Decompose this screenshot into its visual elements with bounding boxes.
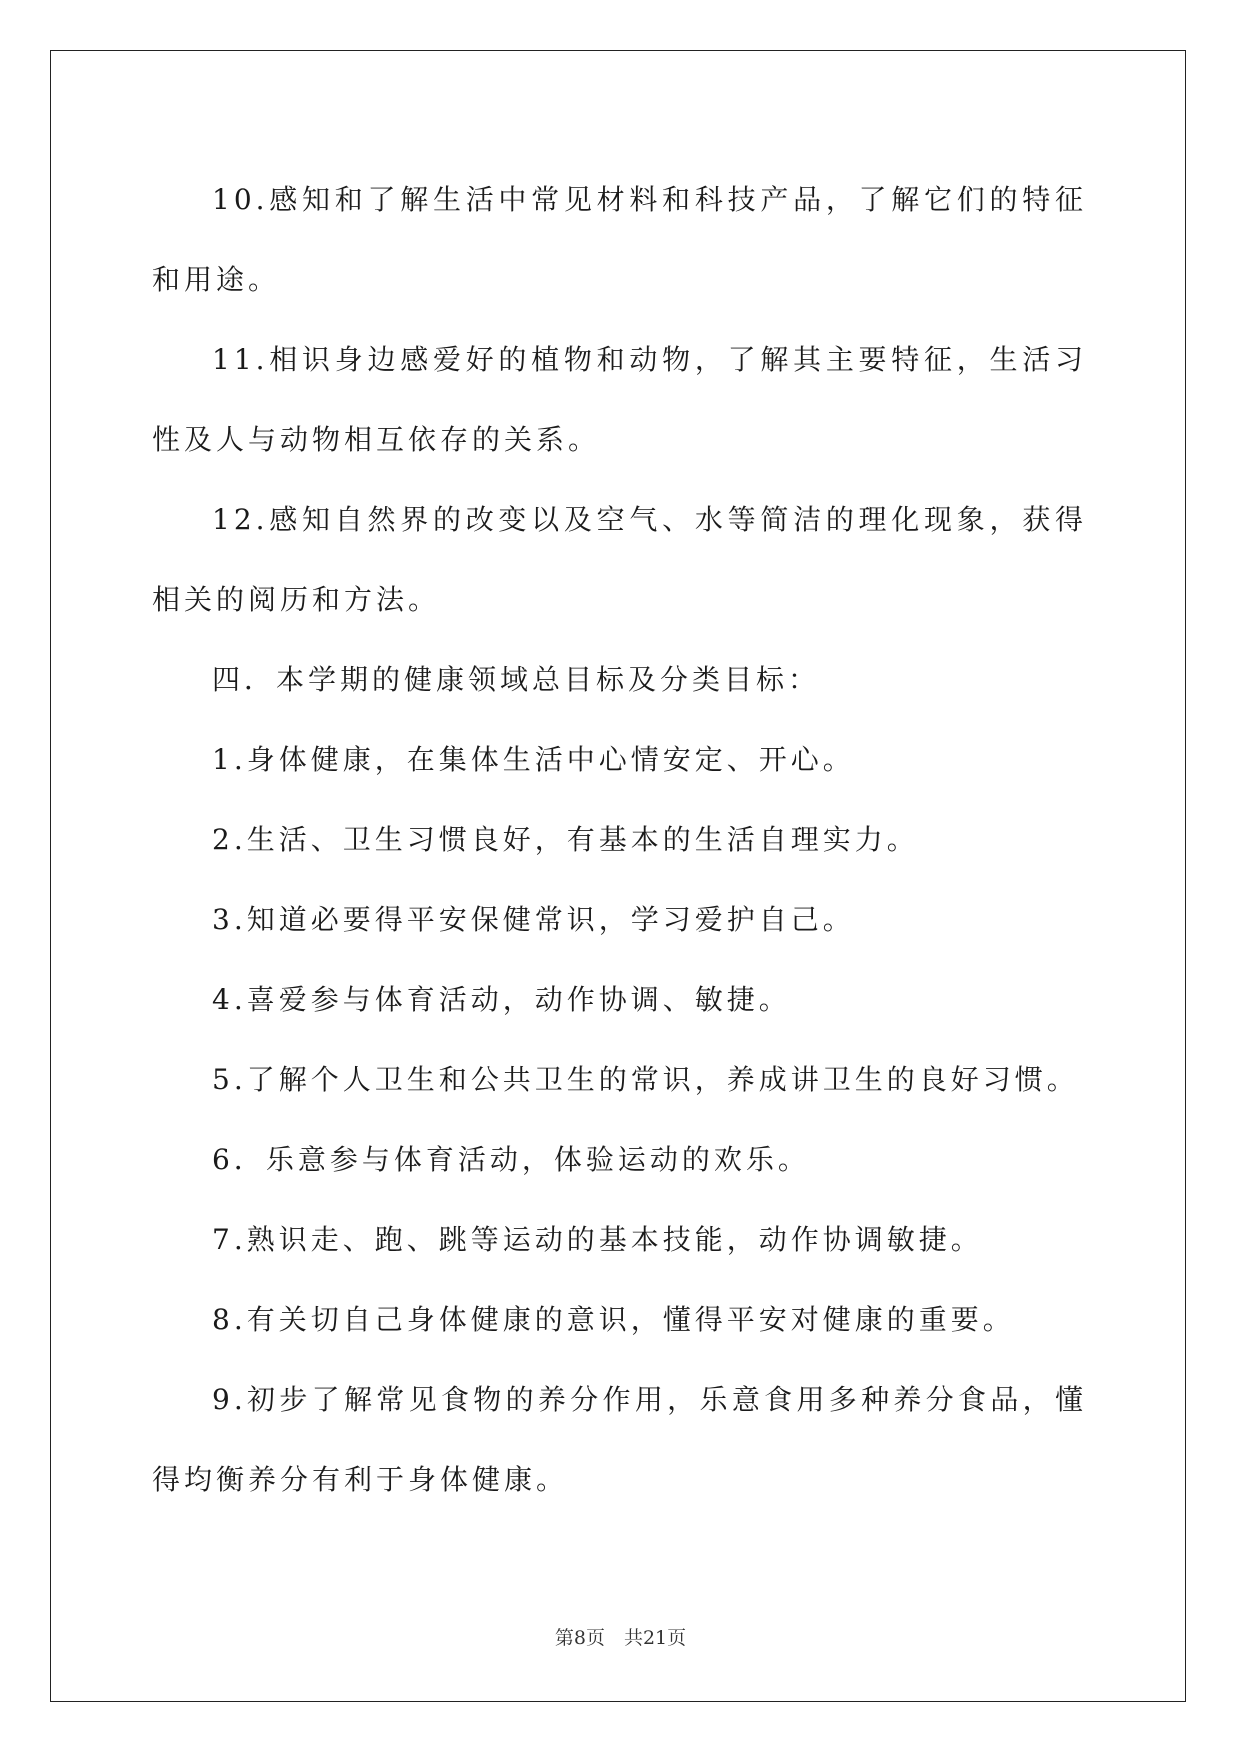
paragraph: 9.初步了解常见食物的养分作用，乐意食用多种养分食品，懂得均衡养分有利于身体健康。 <box>152 1383 1087 1496</box>
paragraph: 11.相识身边感爱好的植物和动物，了解其主要特征，生活习性及人与动物相互依存的关系。 <box>152 343 1087 456</box>
document-body <box>152 160 1087 1520</box>
paragraph: 7.熟识走、跑、跳等运动的基本技能，动作协调敏捷。 <box>212 1223 983 1256</box>
paragraph: 1.身体健康，在集体生活中心情安定、开心。 <box>212 743 855 776</box>
paragraph: 2.生活、卫生习惯良好，有基本的生活自理实力。 <box>212 823 919 856</box>
section-heading: 四．本学期的健康领域总目标及分类目标： <box>212 663 821 696</box>
paragraph: 10.感知和了解生活中常见材料和科技产品，了解它们的特征和用途。 <box>152 183 1087 296</box>
paragraph: 3.知道必要得平安保健常识，学习爱护自己。 <box>212 903 855 936</box>
paragraph: 5.了解个人卫生和公共卫生的常识，养成讲卫生的良好习惯。 <box>212 1063 1079 1096</box>
paragraph: 6．乐意参与体育活动，体验运动的欢乐。 <box>212 1143 810 1176</box>
paragraph: 12.感知自然界的改变以及空气、水等简洁的理化现象，获得相关的阅历和方法。 <box>152 503 1087 616</box>
page-number: 第8页 共21页 <box>554 1627 687 1649</box>
paragraph: 4.喜爱参与体育活动，动作协调、敏捷。 <box>212 983 791 1016</box>
paragraph: 8.有关切自己身体健康的意识，懂得平安对健康的重要。 <box>212 1303 1015 1336</box>
